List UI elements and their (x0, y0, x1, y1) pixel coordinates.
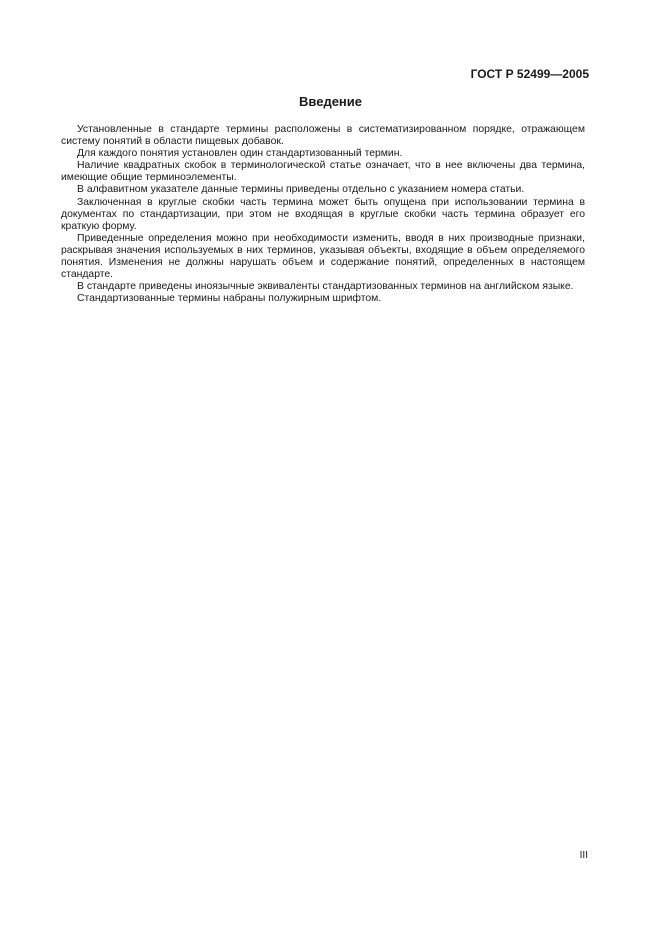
page-number: III (579, 850, 588, 861)
introduction-body (61, 124, 585, 305)
paragraph: Приведенные определения можно при необходимости изменить, вводя в них производные признаки, раскрывая значения используемых в них терминов, указывая объекты, входящие в объем определяемого понятия. Изменения не должны нарушать объем и содержание понятий, определенных в настоящем стандарте. (61, 232, 585, 281)
paragraph: Установленные в стандарте термины расположены в систематизированном порядке, отражающем систему понятий в области пищевых добавок. (61, 124, 585, 148)
paragraph: Стандартизованные термины набраны полужирным шрифтом. (77, 293, 382, 305)
paragraph: В алфавитном указателе данные термины приведены отдельно с указанием номера статьи. (77, 184, 525, 196)
paragraph: Наличие квадратных скобок в терминологической статье означает, что в нее включены два термина, имеющие общие терминоэлементы. (61, 160, 585, 184)
paragraph: Заключенная в круглые скобки часть термина может быть опущена при использовании термина в документах по стандартизации, при этом не входящая в круглые скобки часть термина образует его краткую форму. (61, 196, 585, 232)
paragraph: Для каждого понятия установлен один стандартизованный термин. (77, 148, 403, 160)
document-number: ГОСТ Р 52499—2005 (470, 67, 589, 81)
paragraph: В стандарте приведены иноязычные эквиваленты стандартизованных терминов на английском языке. (77, 281, 574, 293)
section-title: Введение (299, 94, 362, 109)
